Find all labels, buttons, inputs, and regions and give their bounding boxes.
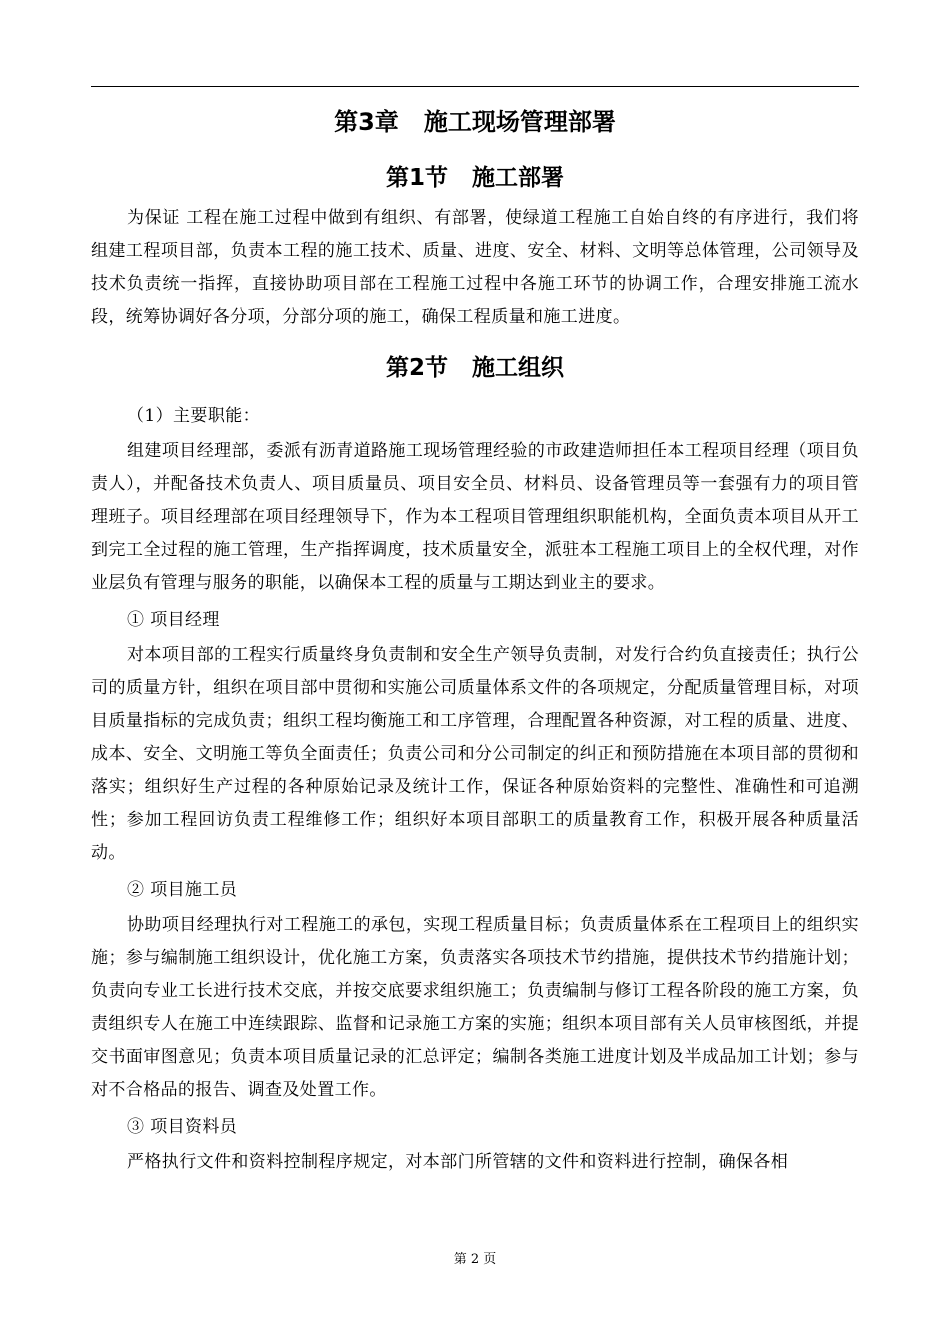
document-officer-paragraph: 严格执行文件和资料控制程序规定，对本部门所管辖的文件和资料进行控制，确保各相	[127, 1152, 789, 1172]
document-body	[91, 100, 859, 1179]
header-rule	[91, 86, 859, 87]
main-functions-paragraph: 组建项目经理部，委派有沥青道路施工现场管理经验的市政建造师担任本工程项目经理（项目负责人），并配备技术负责人、项目质量员、项目安全员、材料员、设备管理员等一套强有力的项目管理班子。项目经理部在项目经理领导下，作为本工程项目管理组织职能机构，全面负责本项目从开工到完工全过程的施工管理，生产指挥调度，技术质量安全，派驻本工程施工项目上的全权代理，对作业层负有管理与服务的职能，以确保本工程的质量与工期达到业主的要求。	[91, 441, 859, 593]
section-2-title: 第2节 施工组织	[385, 355, 565, 381]
project-manager-paragraph: 对本项目部的工程实行质量终身负责制和安全生产领导负责制，对发行合约负直接责任；执行公司的质量方针，组织在项目部中贯彻和实施公司质量体系文件的各项规定，分配质量管理目标，对项目质量指标的完成负责；组织工程均衡施工和工序管理，合理配置各种资源，对工程的质量、进度、成本、安全、文明施工等负全面责任；负责公司和分公司制定的纠正和预防措施在本项目部的贯彻和落实；组织好生产过程的各种原始记录及统计工作，保证各种原始资料的完整性、准确性和可追溯性；参加工程回访负责工程维修工作；组织好本项目部职工的质量教育工作，积极开展各种质量活动。	[91, 645, 859, 863]
construction-officer-paragraph: 协助项目经理执行对工程施工的承包，实现工程质量目标；负责质量体系在工程项目上的组织实施；参与编制施工组织设计，优化施工方案，负责落实各项技术节约措施，提供技术节约措施计划；负责向专业工长进行技术交底，并按交底要求组织施工；负责编制与修订工程各阶段的施工方案，负责组织专人在施工中连续跟踪、监督和记录施工方案的实施；组织本项目部有关人员审核图纸，并提交书面审图意见；负责本项目质量记录的汇总评定；编制各类施工进度计划及半成品加工计划；参与对不合格品的报告、调查及处置工作。	[91, 915, 859, 1100]
project-manager-heading: ① 项目经理	[127, 610, 220, 630]
section-1-paragraph: 为保证 工程在施工过程中做到有组织、有部署，使绿道工程施工自始自终的有序进行，我们将组建工程项目部，负责本工程的施工技术、质量、进度、安全、材料、文明等总体管理，公司领导及技术负责统一指挥，直接协助项目部在工程施工过程中各施工环节的协调工作，合理安排施工流水段，统筹协调好各分项，分部分项的施工，确保工程质量和施工进度。	[91, 208, 859, 327]
chapter-title: 第3章 施工现场管理部署	[334, 108, 616, 136]
main-functions-heading: （1）主要职能：	[127, 406, 261, 426]
section-1-title: 第1节 施工部署	[385, 165, 565, 191]
construction-officer-heading: ② 项目施工员	[127, 880, 238, 900]
document-officer-heading: ③ 项目资料员	[127, 1117, 238, 1137]
page-number: 第 2 页	[453, 1252, 497, 1267]
